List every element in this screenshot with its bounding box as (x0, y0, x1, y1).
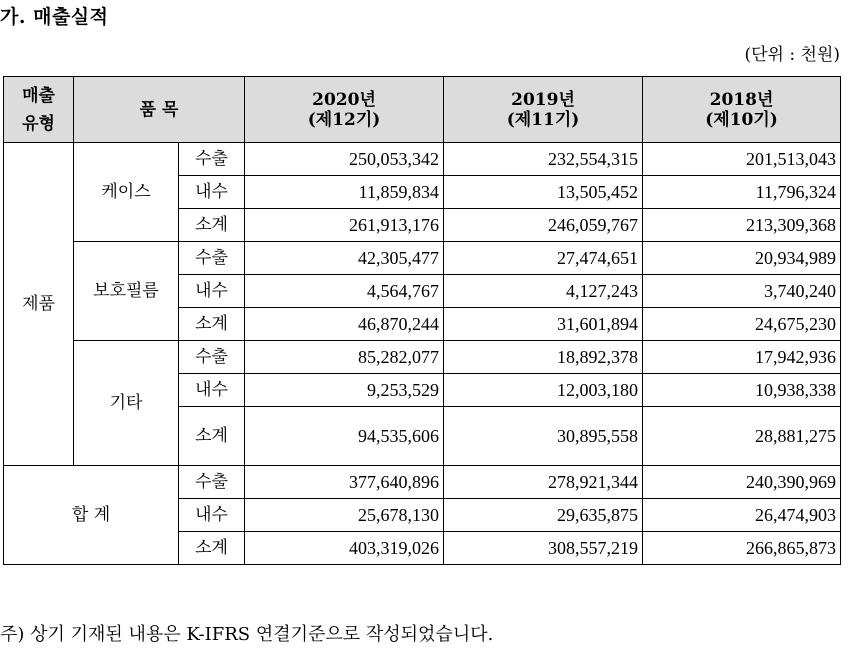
table-row (4, 143, 841, 176)
header-type (4, 77, 74, 143)
value-cell: 377,640,896 (245, 466, 444, 499)
table-row (4, 466, 841, 499)
header-year-label: 2020년 (312, 89, 376, 110)
kind-cell: 내수 (179, 499, 245, 532)
header-year-2020 (245, 77, 444, 143)
header-period-label: (제11기) (506, 109, 580, 130)
section-title: 가. 매출실적 (0, 6, 109, 28)
value-cell: 403,319,026 (245, 532, 444, 565)
header-item: 품 목 (74, 77, 245, 143)
value-cell: 13,505,452 (444, 176, 643, 209)
header-type-line2: 유형 (22, 113, 55, 134)
value-cell: 10,938,338 (643, 374, 841, 407)
total-label-cell: 합 계 (4, 466, 179, 565)
value-cell: 17,942,936 (643, 341, 841, 374)
value-cell: 94,535,606 (245, 407, 444, 466)
value-cell: 278,921,344 (444, 466, 643, 499)
value-cell: 30,895,558 (444, 407, 643, 466)
value-cell: 3,740,240 (643, 275, 841, 308)
header-year-label: 2019년 (511, 89, 575, 110)
value-cell: 250,053,342 (245, 143, 444, 176)
value-cell: 26,474,903 (643, 499, 841, 532)
table-row (4, 341, 841, 374)
value-cell: 4,127,243 (444, 275, 643, 308)
value-cell: 308,557,219 (444, 532, 643, 565)
header-period-label: (제10기) (705, 109, 778, 130)
header-type-line1: 매출 (22, 85, 55, 106)
value-cell: 18,892,378 (444, 341, 643, 374)
value-cell: 246,059,767 (444, 209, 643, 242)
value-cell: 9,253,529 (245, 374, 444, 407)
value-cell: 11,859,834 (245, 176, 444, 209)
value-cell: 213,309,368 (643, 209, 841, 242)
item-cell: 기타 (74, 341, 179, 466)
table-header-row (4, 77, 841, 143)
header-year-2019 (444, 77, 643, 143)
value-cell: 201,513,043 (643, 143, 841, 176)
value-cell: 266,865,873 (643, 532, 841, 565)
value-cell: 46,870,244 (245, 308, 444, 341)
value-cell: 261,913,176 (245, 209, 444, 242)
kind-cell: 소계 (179, 209, 245, 242)
kind-cell: 수출 (179, 341, 245, 374)
footnote: 주) 상기 기재된 내용은 K-IFRS 연결기준으로 작성되었습니다. (0, 624, 494, 645)
value-cell: 85,282,077 (245, 341, 444, 374)
value-cell: 25,678,130 (245, 499, 444, 532)
kind-cell: 내수 (179, 275, 245, 308)
type-cell: 제품 (4, 143, 74, 466)
item-cell: 보호필름 (74, 242, 179, 341)
kind-cell: 소계 (179, 308, 245, 341)
kind-cell: 내수 (179, 374, 245, 407)
value-cell: 27,474,651 (444, 242, 643, 275)
header-year-label: 2018년 (709, 89, 774, 110)
sales-table (3, 76, 841, 565)
value-cell: 12,003,180 (444, 374, 643, 407)
kind-cell: 수출 (179, 466, 245, 499)
value-cell: 28,881,275 (643, 407, 841, 466)
table-row (4, 242, 841, 275)
value-cell: 42,305,477 (245, 242, 444, 275)
kind-cell: 소계 (179, 407, 245, 466)
value-cell: 240,390,969 (643, 466, 841, 499)
header-year-2018 (643, 77, 841, 143)
kind-cell: 내수 (179, 176, 245, 209)
value-cell: 29,635,875 (444, 499, 643, 532)
item-cell: 케이스 (74, 143, 179, 242)
kind-cell: 소계 (179, 532, 245, 565)
value-cell: 31,601,894 (444, 308, 643, 341)
value-cell: 232,554,315 (444, 143, 643, 176)
kind-cell: 수출 (179, 143, 245, 176)
value-cell: 20,934,989 (643, 242, 841, 275)
value-cell: 11,796,324 (643, 176, 841, 209)
value-cell: 4,564,767 (245, 275, 444, 308)
kind-cell: 수출 (179, 242, 245, 275)
header-period-label: (제12기) (307, 109, 381, 130)
value-cell: 24,675,230 (643, 308, 841, 341)
unit-label: (단위 : 천원) (744, 45, 840, 65)
